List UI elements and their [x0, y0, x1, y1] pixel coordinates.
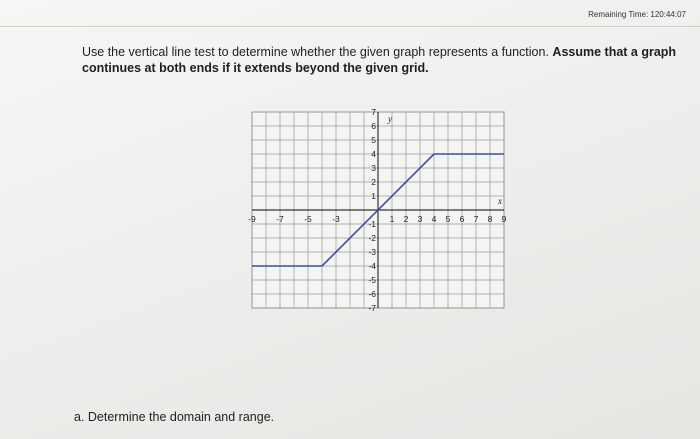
question-bold: Assume that a graph continues at both ends if it extends beyond the given grid. — [82, 45, 677, 75]
timer — [588, 10, 686, 19]
y-tick-label: 4 — [371, 149, 376, 159]
x-tick-label: 6 — [459, 214, 465, 224]
x-tick-label: -7 — [276, 214, 284, 224]
y-tick-label: 7 — [371, 107, 376, 117]
x-tick-label: 2 — [403, 214, 409, 224]
question-text — [82, 44, 692, 76]
x-tick-label: -3 — [332, 214, 340, 224]
x-tick-label: 1 — [389, 214, 395, 224]
x-tick-label: 7 — [473, 214, 479, 224]
part-a-prompt: a. Determine the domain and range. — [74, 410, 275, 424]
y-tick-label: -7 — [368, 303, 376, 313]
y-tick-label: 1 — [371, 191, 376, 201]
graph-area — [238, 100, 528, 390]
header-divider — [0, 26, 700, 27]
x-tick-label: 5 — [445, 214, 451, 224]
y-axis-label: y — [388, 114, 392, 124]
y-tick-label: 6 — [371, 121, 376, 131]
y-tick-label: -1 — [368, 219, 376, 229]
x-tick-label: -5 — [304, 214, 312, 224]
timer-value: 120:44:07 — [650, 10, 686, 19]
y-tick-label: 3 — [371, 163, 376, 173]
question-plain: Use the vertical line test to determine whether the given graph represents a function. — [82, 45, 549, 59]
y-tick-label: -3 — [368, 247, 376, 257]
y-tick-label: -4 — [368, 261, 376, 271]
x-tick-label: 3 — [417, 214, 423, 224]
x-tick-label: 8 — [487, 214, 493, 224]
coordinate-graph — [238, 100, 528, 390]
y-tick-label: 5 — [371, 135, 376, 145]
x-axis-label: x — [498, 196, 502, 206]
x-tick-label: 9 — [501, 214, 507, 224]
y-tick-label: -6 — [368, 289, 376, 299]
y-tick-label: -5 — [368, 275, 376, 285]
x-tick-label: 4 — [431, 214, 437, 224]
timer-label: Remaining Time: — [588, 10, 649, 19]
y-tick-label: 2 — [371, 177, 376, 187]
y-tick-label: -2 — [368, 233, 376, 243]
x-tick-label: -9 — [248, 214, 256, 224]
